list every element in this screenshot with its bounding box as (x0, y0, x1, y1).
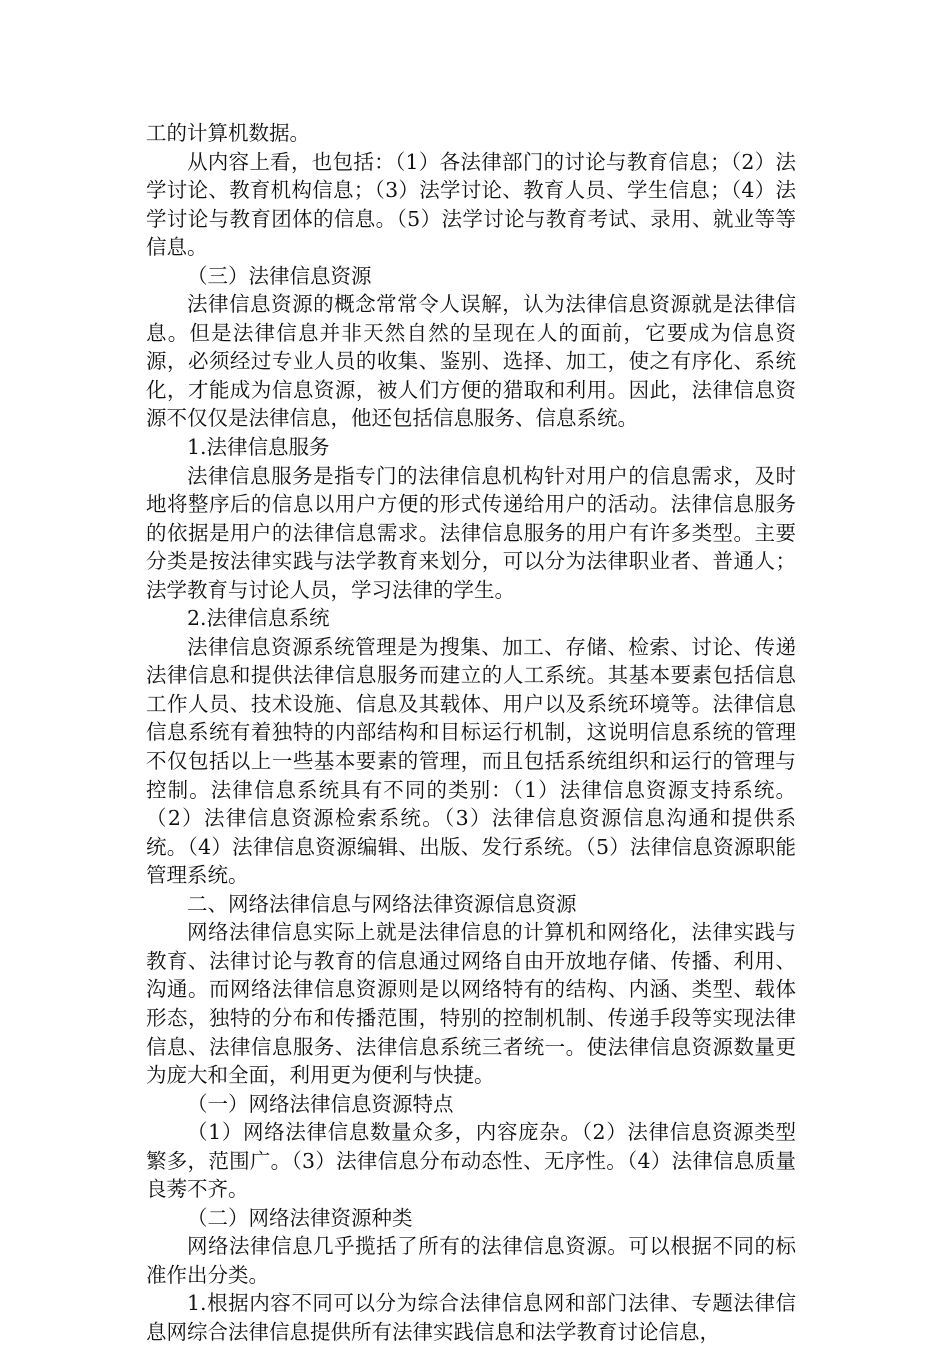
paragraph-resource-concept: 法律信息资源的概念常常令人误解，认为法律信息资源就是法律信息。但是法律信息并非天然自然的呈现在人的面前，它要成为信息资源，必须经过专业人员的收集、鉴别、选择、加工，使之有序化、系统化，才能成为信息资源，被人们方便的猎取和利用。因此，法律信息资源不仅仅是法律信息，他还包括信息服务、信息系统。 (146, 292, 796, 431)
heading-network-features: （一）网络法律信息资源特点 (187, 1091, 454, 1116)
paragraph-continuation: 工的计算机数据。 (146, 121, 310, 145)
heading-legal-info-resources: （三）法律信息资源 (187, 263, 372, 288)
paragraph-classification-by-content: 1.根据内容不同可以分为综合法律信息网和部门法律、专题法律信息网综合法律信息提供所有法律实践信息和法学教育讨论信息， (146, 1291, 796, 1344)
paragraph-network-types: 网络法律信息几乎揽括了所有的法律信息资源。可以根据不同的标准作出分类。 (146, 1234, 796, 1287)
paragraph-info-system: 法律信息资源系统管理是为搜集、加工、存储、检索、讨论、传递法律信息和提供法律信息服务而建立的人工系统。其基本要素包括信息工作人员、技术设施、信息及其载体、用户以及系统环境等。法律信息信息系统有着独特的内部结构和目标运行机制，这说明信息系统的管理不仅包括以上一些基本要素的管理，而且包括系统组织和运行的管理与控制。法律信息系统具有不同的类别：（1）法律信息资源支持系统。（2）法律信息资源检索系统。（3）法律信息资源信息沟通和提供系统。（4）法律信息资源编辑、出版、发行系统。（5）法律信息资源职能管理系统。 (146, 634, 796, 888)
document-page (146, 119, 796, 1347)
heading-network-legal-info: 二、网络法律信息与网络法律资源信息资源 (187, 891, 577, 916)
heading-legal-info-service: 1.法律信息服务 (187, 435, 330, 460)
heading-legal-info-system: 2.法律信息系统 (187, 606, 330, 631)
paragraph-info-service: 法律信息服务是指专门的法律信息机构针对用户的信息需求，及时地将整序后的信息以用户方便的形式传递给用户的活动。法律信息服务的依据是用户的法律信息需求。法律信息服务的用户有许多类型。主要分类是按法律实践与法学教育来划分，可以分为法律职业者、普通人；法学教育与讨论人员，学习法律的学生。 (146, 463, 796, 602)
paragraph-network-features: （1）网络法律信息数量众多，内容庞杂。（2）法律信息资源类型繁多，范围广。（3）法律信息分布动态性、无序性。（4）法律信息质量良莠不齐。 (146, 1120, 796, 1202)
heading-network-types: （二）网络法律资源种类 (187, 1205, 413, 1230)
paragraph-network-legal-info: 网络法律信息实际上就是法律信息的计算机和网络化，法律实践与教育、法律讨论与教育的信息通过网络自由开放地存储、传播、利用、沟通。而网络法律信息资源则是以网络特有的结构、内涵、类型、载体形态，独特的分布和传播范围，特别的控制机制、传递手段等实现法律信息、法律信息服务、法律信息系统三者统一。使法律信息资源数量更为庞大和全面，利用更为便利与快捷。 (146, 920, 796, 1088)
paragraph-content-scope: 从内容上看，也包括：（1）各法律部门的讨论与教育信息；（2）法学讨论、教育机构信息；（3）法学讨论、教育人员、学生信息；（4）法学讨论与教育团体的信息。（5）法学讨论与教育考试、录用、就业等等信息。 (146, 149, 796, 260)
